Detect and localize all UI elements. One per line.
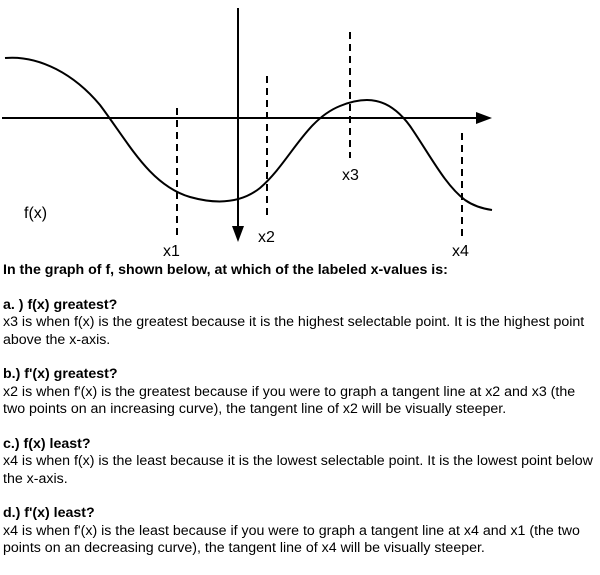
- question-a-prompt: a. ) f(x) greatest?: [3, 296, 118, 313]
- question-d-answer: x4 is when f'(x) is the least because if you were to graph a tangent line at x4 and x1 (the two points on an decreasing curve), the tangent line of x4 will be visually steeper.: [3, 522, 580, 556]
- question-b-answer: x2 is when f'(x) is the greatest because if you were to graph a tangent line at x2 and x3 (the two points on an increasing curve), the tangent line of x2 will be visually steeper.: [3, 383, 576, 417]
- intro-text: In the graph of f, shown below, at which of the labeled x-values is:: [3, 262, 448, 278]
- x4-label: x4: [452, 243, 469, 260]
- question-a-answer: x3 is when f(x) is the greatest because it is the highest selectable point. It is the highest point above the x-axis.: [3, 314, 585, 348]
- function-curve: [5, 58, 492, 210]
- question-c: [3, 436, 597, 489]
- y-axis-arrowhead: [232, 226, 244, 242]
- x3-label: x3: [342, 167, 359, 184]
- question-a: [3, 297, 597, 350]
- question-b: [3, 366, 597, 419]
- question-d-prompt: d.) f'(x) least?: [3, 505, 95, 521]
- function-graph: [0, 0, 600, 262]
- worksheet-content: [3, 262, 597, 575]
- question-c-answer: x4 is when f(x) is the least because it is the lowest selectable point. It is the lowest point below the x-axis.: [3, 453, 593, 487]
- function-label: f(x): [24, 205, 48, 222]
- question-d: [3, 505, 597, 558]
- question-c-prompt: c.) f(x) least?: [3, 435, 91, 452]
- x1-label: x1: [163, 243, 180, 260]
- question-b-prompt: b.) f'(x) greatest?: [3, 366, 118, 382]
- x-axis-arrowhead: [476, 112, 492, 124]
- x2-label: x2: [258, 229, 275, 246]
